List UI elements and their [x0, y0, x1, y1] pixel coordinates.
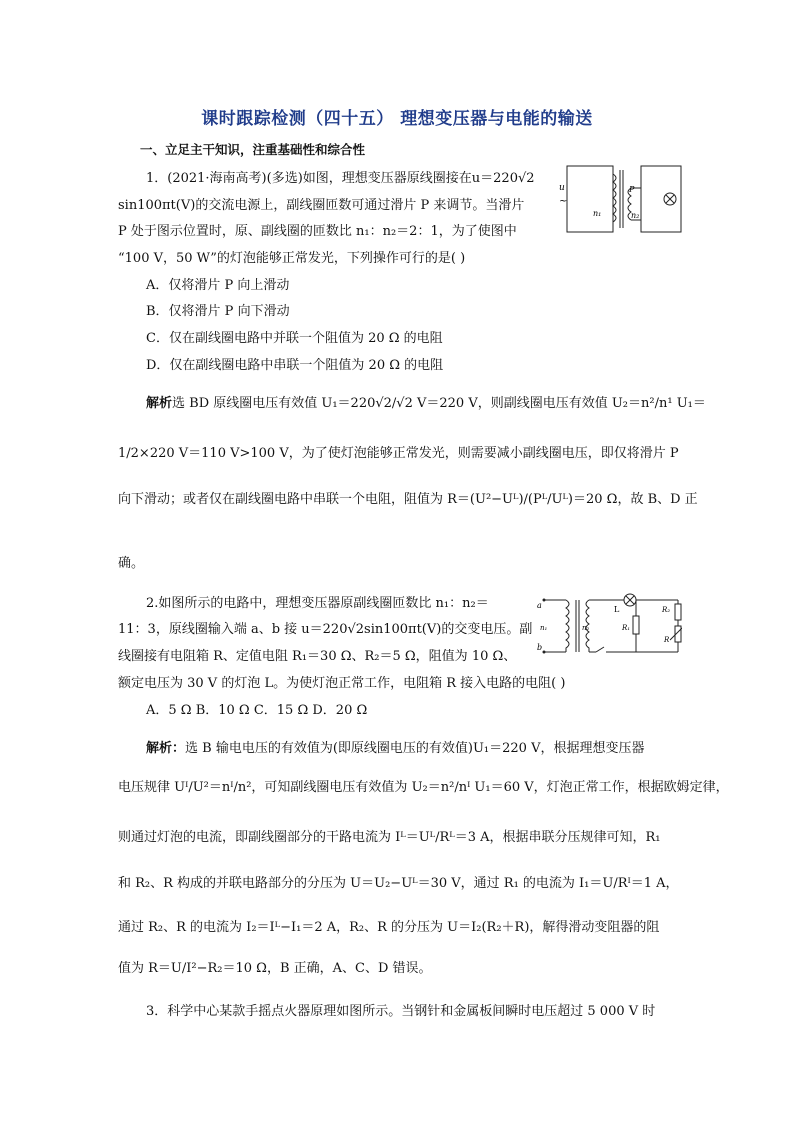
q2-line3: 线圈接有电阻箱 R、定值电阻 R₁＝30 Ω、R₂＝5 Ω，阻值为 10 Ω、: [118, 649, 517, 664]
q1-analysis-line3: 向下滑动；或者仅在副线圈电路中串联一个电阻，阻值为 R＝(U²−Uᴸ)/(Pᴸ/Uᴸ)＝20 Ω，故 B、D 正: [118, 492, 698, 507]
transformer-figure-1: [557, 162, 685, 236]
q2-analysis-label: 解析：: [146, 741, 186, 756]
q2-analysis-line2: 电压规律 Uᴵ/U²＝nᴵ/n²，可知副线圈电压有效值为 U₂＝n²/nᴵ U₁＝60 V，灯泡正常工作，根据欧姆定律，: [118, 780, 729, 795]
q1-analysis-label: 解析: [146, 396, 173, 411]
q2-analysis-line5: 通过 R₂、R 的电流为 I₂＝Iᴸ−I₁＝2 A，R₂、R 的分压为 U＝I₂(R₂＋R)，解得滑动变阻器的阻: [118, 920, 660, 935]
fig2-r2-label: R₂: [662, 606, 671, 614]
q1-line4: “100 V，50 W”的灯泡能够正常发光，下列操作可行的是( ): [118, 251, 466, 266]
fig1-n1-label: n₁: [593, 209, 602, 218]
section-heading: 一、立足主干知识，注重基础性和综合性: [140, 142, 366, 157]
q1-analysis-line4: 确。: [118, 556, 145, 571]
fig2-a-label: a: [537, 601, 542, 610]
q2-analysis-line3: 则通过灯泡的电流，即副线圈部分的干路电流为 Iᴸ＝Uᴸ/Rᴸ＝3 A，根据串联分压规律可知，R₁: [118, 830, 661, 845]
fig2-r1-label: R₁: [622, 624, 631, 632]
q1-option-b: B．仅将滑片 P 向下滑动: [146, 304, 290, 319]
q1-analysis-line2: 1/2×220 V＝110 V>100 V，为了使灯泡能够正常发光，则需要减小副线圈电压，即仅将滑片 P: [118, 446, 679, 461]
fig2-n1-label: n₁: [540, 624, 548, 632]
q1-line1: 1．(2021·海南高考)(多选)如图，理想变压器原线圈接在u＝220√2: [146, 171, 535, 186]
transformer-figure-2: [536, 590, 682, 662]
q2-line4: 额定电压为 30 V 的灯泡 L。为使灯泡正常工作，电阻箱 R 接入电路的电阻( ): [118, 676, 566, 691]
q2-analysis-line6: 值为 R＝U/I²−R₂＝10 Ω，B 正确，A、C、D 错误。: [118, 961, 432, 976]
fig1-p-label: P: [629, 185, 635, 194]
fig2-l-label: L: [614, 605, 620, 614]
q2-analysis-line4: 和 R₂、R 构成的并联电路部分的分压为 U＝U₂−Uᴸ＝30 V，通过 R₁ 的电流为 I₁＝U/Rᴵ＝1 A，: [118, 876, 679, 891]
fig1-n2-label: n₂: [631, 211, 640, 220]
q1-analysis-text: 选 BD 原线圈电压有效值 U₁＝220√2/√2 V＝220 V，则副线圈电压有效值 U₂＝n²/n¹ U₁＝: [172, 396, 706, 411]
q2-analysis-text: 选 B 输电电压的有效值为(即原线圈电压的有效值)U₁＝220 V，根据理想变压器: [185, 741, 645, 756]
q2-line2: 11：3，原线圈输入端 a、b 接 u＝220√2sin100πt(V)的交变电压。副: [118, 622, 533, 637]
q2-line1: 2.如图所示的电路中，理想变压器原副线圈匝数比 n₁：n₂＝: [146, 596, 489, 611]
q1-line2: sin100πt(V)的交流电源上，副线圈匝数可通过滑片 P 来调节。当滑片: [118, 198, 525, 213]
fig2-r-label: R: [664, 636, 670, 644]
q1-option-a: A．仅将滑片 P 向上滑动: [146, 278, 290, 293]
fig2-b-label: b: [537, 643, 543, 652]
fig1-u-label: u: [559, 183, 565, 193]
fig2-n2-label: n₂: [582, 624, 590, 632]
page-title: 课时跟踪检测（四十五） 理想变压器与电能的输送: [201, 109, 593, 129]
fig1-tilde: ~: [559, 196, 568, 207]
q1-analysis-line1: [146, 390, 706, 417]
q3-line1: 3．科学中心某款手摇点火器原理如图所示。当钢针和金属板间瞬时电压超过 5 000 V 时: [146, 1004, 656, 1019]
q1-option-d: D．仅在副线圈电路中串联一个阻值为 20 Ω 的电阻: [146, 358, 444, 373]
q2-analysis-line1: [146, 735, 644, 762]
q2-options: A．5 Ω B．10 Ω C．15 Ω D．20 Ω: [146, 703, 368, 718]
q1-option-c: C．仅在副线圈电路中并联一个阻值为 20 Ω 的电阻: [146, 331, 443, 346]
q1-line3: P 处于图示位置时，原、副线圈的匝数比 n₁：n₂＝2：1，为了使图中: [118, 224, 517, 239]
